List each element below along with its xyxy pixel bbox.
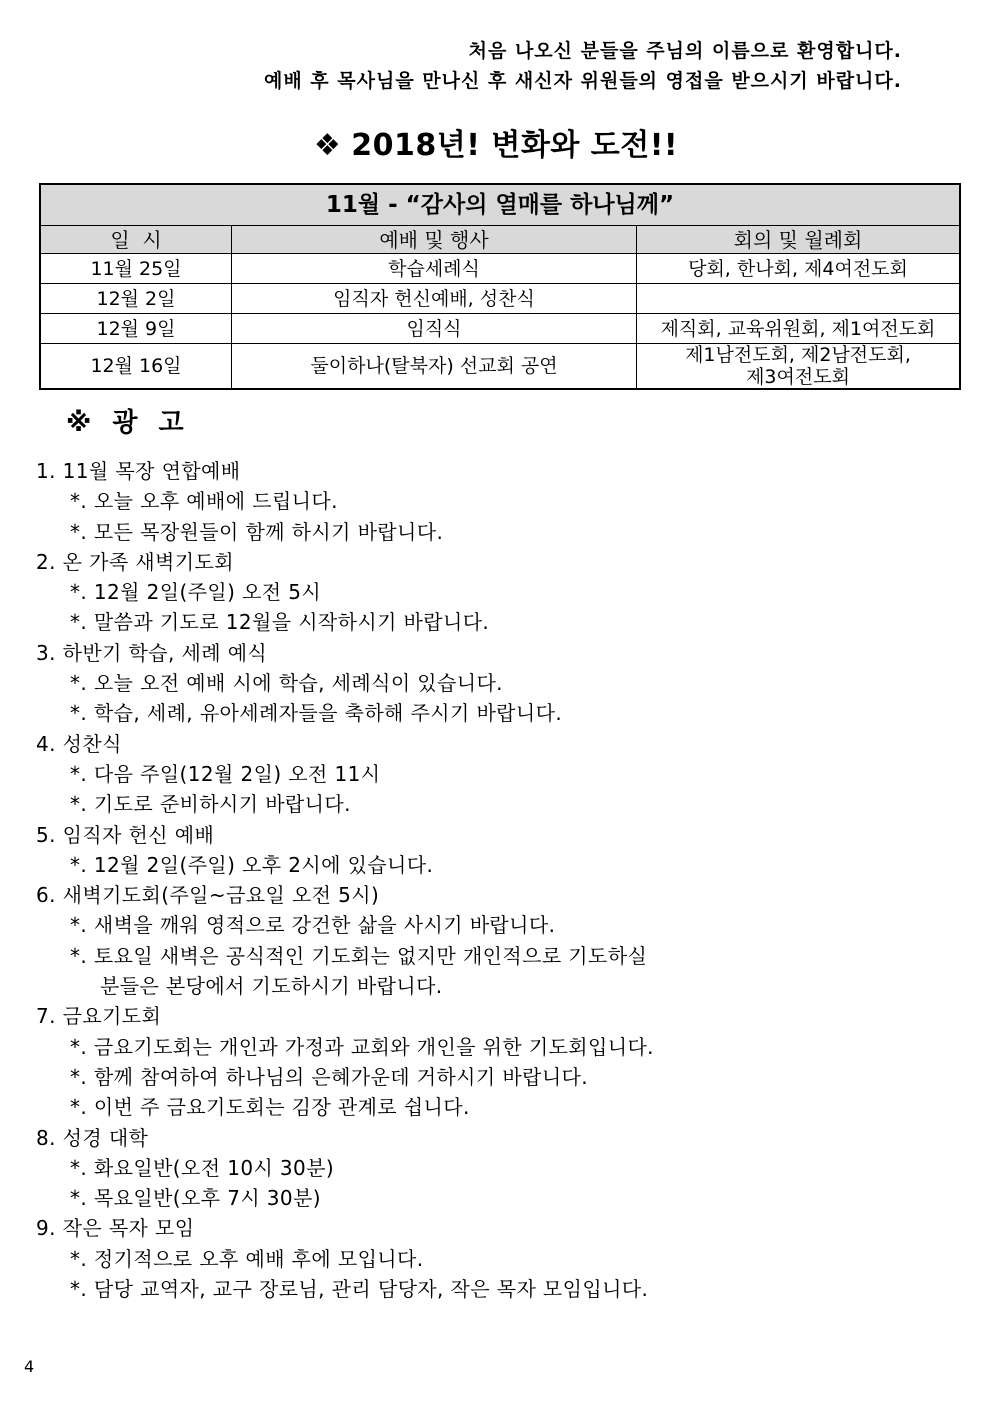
- announcement-heading: 6. 새벽기도회(주일~금요일 오전 5시): [36, 883, 380, 908]
- announcement-item: [36, 729, 654, 820]
- row-event: 임직자 헌신예배, 성찬식: [232, 284, 637, 314]
- row-event: 학습세례식: [232, 254, 637, 284]
- announcement-detail: *. 말씀과 기도로 12월을 시작하시기 바랍니다.: [70, 610, 490, 635]
- schedule-table: [39, 183, 961, 390]
- announcement-detail: *. 학습, 세례, 유아세례자들을 축하해 주시기 바랍니다.: [70, 701, 563, 726]
- table-row: [40, 314, 960, 344]
- table-row: [40, 254, 960, 284]
- row-event: 둘이하나(탈북자) 선교회 공연: [232, 344, 637, 390]
- announcement-item: [36, 456, 654, 547]
- announcement-detail: *. 12월 2일(주일) 오후 2시에 있습니다.: [70, 852, 434, 877]
- announcement-item: [36, 1123, 654, 1214]
- announcement-detail-continuation: 분들은 본당에서 기도하시기 바랍니다.: [100, 974, 443, 999]
- announcement-heading: 8. 성경 대학: [36, 1125, 149, 1150]
- announcement-detail: *. 목요일반(오후 7시 30분): [70, 1186, 321, 1211]
- diamond-icon: ❖: [313, 128, 342, 163]
- header-meeting: 회의 및 월례회: [637, 226, 961, 254]
- announcement-detail: *. 오늘 오후 예배에 드립니다.: [70, 489, 338, 514]
- announcement-detail: *. 기도로 준비하시기 바랍니다.: [70, 792, 351, 817]
- table-row: [40, 344, 960, 390]
- announcement-heading: 7. 금요기도회: [36, 1004, 162, 1029]
- announcement-detail: *. 담당 교역자, 교구 장로님, 관리 담당자, 작은 목자 모임입니다.: [70, 1277, 649, 1302]
- welcome-line-2: 예배 후 목사님을 만나신 후 새신자 위원들의 영접을 받으시기 바랍니다.: [263, 70, 902, 92]
- announcement-heading: 1. 11월 목장 연합예배: [36, 459, 241, 483]
- announcement-detail: *. 다음 주일(12월 2일) 오전 11시: [70, 761, 381, 786]
- announcement-detail: *. 12월 2일(주일) 오전 5시: [70, 580, 322, 605]
- row-event: 임직식: [232, 314, 637, 344]
- announcement-detail: *. 금요기도회는 개인과 가정과 교회와 개인을 위한 기도회입니다.: [70, 1034, 654, 1059]
- schedule-title: 11월 - “감사의 열매를 하나님께”: [40, 184, 960, 226]
- announcement-heading: 3. 하반기 학습, 세례 예식: [36, 640, 268, 665]
- row-meeting: [637, 284, 961, 314]
- row-meeting: 제1남전도회, 제2남전도회, 제3여전도회: [637, 344, 961, 390]
- announcement-detail: *. 함께 참여하여 하나님의 은혜가운데 거하시기 바랍니다.: [70, 1064, 589, 1089]
- announcement-item: [36, 1213, 654, 1304]
- theme-text: 2018년! 변화와 도전!!: [351, 128, 679, 163]
- announcement-item: [36, 1001, 654, 1122]
- table-row: [40, 284, 960, 314]
- announcement-item: [36, 547, 654, 638]
- announcement-detail: *. 이번 주 금요기도회는 김장 관계로 쉽니다.: [70, 1095, 470, 1120]
- announcement-detail: *. 화요일반(오전 10시 30분): [70, 1155, 335, 1180]
- announcement-detail: *. 오늘 오전 예배 시에 학습, 세례식이 있습니다.: [70, 671, 503, 696]
- announcement-item: [36, 820, 654, 881]
- announcement-item: [36, 880, 654, 1001]
- announcement-detail: *. 모든 목장원들이 함께 하시기 바랍니다.: [70, 519, 444, 544]
- announcement-item: [36, 638, 654, 729]
- welcome-message: [264, 36, 902, 96]
- announcement-detail: *. 새벽을 깨워 영적으로 강건한 삶을 사시기 바랍니다.: [70, 913, 556, 938]
- welcome-line-1: 처음 나오신 분들을 주님의 이름으로 환영합니다.: [468, 40, 902, 62]
- yearly-theme: [0, 120, 992, 164]
- row-date: 11월 25일: [40, 254, 232, 284]
- announcement-heading: 5. 임직자 헌신 예배: [36, 822, 215, 847]
- page-number: 4: [24, 1357, 35, 1376]
- announcement-detail: *. 정기적으로 오후 예배 후에 모입니다.: [70, 1246, 424, 1271]
- announcement-detail: *. 토요일 새벽은 공식적인 기도회는 없지만 개인적으로 기도하실: [70, 943, 648, 968]
- announcement-heading: 2. 온 가족 새벽기도회: [36, 549, 234, 574]
- header-date: 일 시: [40, 226, 232, 254]
- announcement-heading: 4. 성찬식: [36, 731, 122, 756]
- header-event: 예배 및 행사: [232, 226, 637, 254]
- row-date: 12월 9일: [40, 314, 232, 344]
- row-date: 12월 2일: [40, 284, 232, 314]
- row-date: 12월 16일: [40, 344, 232, 390]
- row-meeting: 제직회, 교육위원회, 제1여전도회: [637, 314, 961, 344]
- row-meeting: 당회, 한나회, 제4여전도회: [637, 254, 961, 284]
- announcements-list: [36, 456, 654, 1304]
- announcement-heading: 9. 작은 목자 모임: [36, 1216, 195, 1241]
- announcements-title: ※ 광 고: [66, 408, 190, 438]
